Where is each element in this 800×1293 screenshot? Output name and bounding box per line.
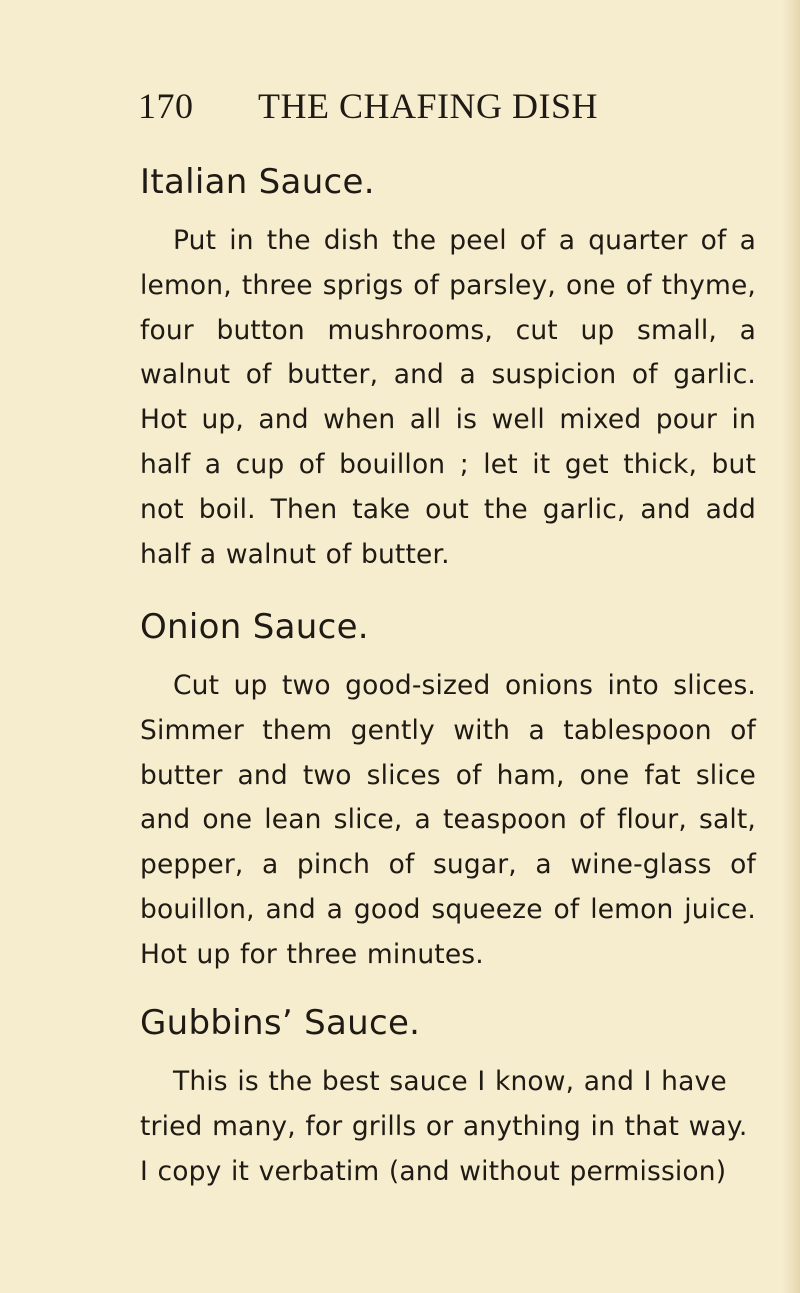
page-number: 170 [138,86,194,126]
heading-italian-sauce: Italian Sauce. [140,162,375,202]
heading-gubbins-sauce: Gubbins’ Sauce. [140,1003,421,1043]
page-edge-shading [782,0,800,1293]
running-title: THE CHAFING DISH [258,86,598,126]
heading-onion-sauce: Onion Sauce. [140,607,369,647]
paragraph-italian-sauce: Put in the dish the peel of a quarter of a lemon, three sprigs of parsley, one of thyme, four button mushrooms, cut up small, a walnut of butter, and a suspicion of garlic. Hot up, and when all is well mixed pour in half a cup of bouillon ; let it get thick, but not boil. Then take out the garlic, and add half a walnut of butter. [140,225,756,570]
paragraph-gubbins-sauce: This is the best sauce I know, and I have tried many, for grills or anything in that way. I copy it verbatim (and without permission) [140,1066,748,1187]
paragraph-onion-sauce: Cut up two good-sized onions into slices. Simmer them gently with a tablespoon of butter and two slices of ham, one fat slice and one lean slice, a teaspoon of flour, salt, pepper, a pinch of sugar, a wine-glass of bouillon, and a good squeeze of lemon juice. Hot up for three minutes. [140,670,756,970]
running-head [138,78,738,134]
